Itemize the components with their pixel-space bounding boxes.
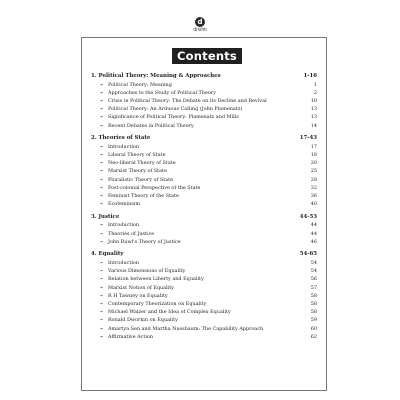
arrow-bullet-icon: ➻ (100, 230, 104, 236)
section-heading[interactable] (91, 250, 317, 259)
toc-entry-left (91, 151, 166, 159)
toc-entry-page: 28 (310, 176, 317, 183)
toc-entry-title: Neo-liberal Theory of State (108, 160, 176, 167)
arrow-bullet-icon: ➻ (100, 238, 104, 244)
toc-entry-page: 14 (310, 122, 317, 129)
arrow-bullet-icon: ➻ (100, 114, 104, 120)
toc-entry-left (91, 167, 167, 175)
toc-entry-page: 10 (310, 98, 317, 104)
toc-entry[interactable] (91, 275, 317, 283)
toc-entry[interactable] (91, 143, 317, 151)
toc-entry-title: Amartya Sen and Martha Nussbaum: The Capability Approach (108, 325, 264, 332)
toc-entry-left (91, 192, 179, 200)
toc-entry-title: Crisis in Political Theory: The Debate on its Decline and Revival (108, 98, 267, 104)
arrow-bullet-icon: ➻ (100, 152, 104, 157)
toc-entry[interactable] (91, 97, 317, 105)
toc-entry-title: Marxist Notion of Equality (108, 284, 174, 291)
arrow-bullet-icon: ➻ (100, 184, 104, 190)
toc-entry-title: Recent Debates in Political Theory (108, 122, 194, 129)
arrow-bullet-icon: ➻ (100, 122, 104, 128)
toc-entry-title: Approaches to the Study of Political Theory (108, 89, 216, 96)
toc-entry[interactable] (91, 238, 317, 246)
toc-entry[interactable] (91, 308, 317, 316)
toc-entry-left (91, 275, 204, 283)
section-page-range: 1-16 (303, 73, 317, 79)
arrow-bullet-icon: ➻ (100, 260, 104, 265)
logo-mark-icon: d (195, 17, 205, 27)
toc-entry-left (91, 238, 181, 246)
toc-section (91, 213, 317, 246)
toc-entry-title: Political Theory: Meaning (108, 81, 172, 88)
toc-section (91, 72, 317, 130)
toc-entry-page: 2 (313, 89, 317, 96)
toc-section (91, 134, 317, 208)
toc-section (91, 250, 317, 341)
arrow-bullet-icon: ➻ (100, 268, 104, 274)
toc-entry-page: 54 (310, 268, 317, 275)
toc-entry-left (91, 259, 139, 267)
toc-entry[interactable] (91, 300, 317, 308)
toc-entry-title: Relation between Liberty and Equality (108, 276, 204, 283)
toc-entry-title: Contemporary Theorization on Equality (108, 301, 207, 308)
toc-entry[interactable] (91, 159, 317, 167)
toc-entry-title: Theories of Justice (108, 230, 155, 237)
toc-entry[interactable] (91, 122, 317, 130)
section-page-range: 54-65 (299, 251, 317, 258)
toc-entry-title: Ecofeminism (108, 201, 141, 208)
toc-entry-page: 58 (310, 292, 317, 299)
arrow-bullet-icon: ➻ (100, 176, 104, 182)
toc-entry-page: 59 (310, 317, 317, 324)
toc-entry-left (91, 159, 176, 167)
toc-entry-left (91, 143, 139, 151)
toc-entry-left (91, 292, 168, 300)
toc-entry-page: 62 (310, 333, 317, 340)
arrow-bullet-icon: ➻ (100, 222, 104, 228)
toc-entry-left (91, 113, 239, 121)
toc-entry-title: Pluralistic Theory of State (108, 176, 174, 183)
arrow-bullet-icon: ➻ (100, 98, 104, 103)
arrow-bullet-icon: ➻ (100, 276, 104, 282)
toc-entry-left (91, 105, 242, 113)
toc-entry-title: Post-colonial Perspective of the State (108, 184, 201, 191)
toc-entry-title: Introduction (108, 143, 139, 150)
toc-entry[interactable] (91, 284, 317, 292)
toc-entry-page: 58 (310, 301, 317, 308)
drishti-logo (190, 17, 210, 33)
toc-entry-title: Feminist Theory of the State (108, 193, 179, 200)
section-heading[interactable] (91, 213, 317, 222)
arrow-bullet-icon: ➻ (100, 309, 104, 315)
toc-entry-page: 13 (310, 114, 317, 121)
toc-entry-left (91, 300, 206, 308)
toc-entry-page: 46 (310, 238, 317, 245)
arrow-bullet-icon: ➻ (100, 81, 104, 87)
toc-entry-left (91, 184, 200, 192)
arrow-bullet-icon: ➻ (100, 292, 104, 298)
logo-text: drishti (193, 27, 207, 33)
toc-entry[interactable] (91, 167, 317, 175)
section-heading-text: 1. Political Theory: Meaning & Approaches (91, 73, 221, 79)
toc-entry[interactable] (91, 81, 317, 89)
toc-entry-page: 58 (310, 309, 317, 316)
arrow-bullet-icon: ➻ (100, 317, 104, 323)
toc-entry[interactable] (91, 230, 317, 238)
toc-entry-page: 20 (310, 160, 317, 167)
toc-entry[interactable] (91, 192, 317, 200)
section-heading[interactable] (91, 134, 317, 143)
toc-entry[interactable] (91, 176, 317, 184)
toc-entry-page: 32 (310, 184, 317, 191)
toc-entry-title: Political Theory: An Arduous Calling (John Plamenatz) (108, 106, 243, 113)
toc-entry-page: 44 (310, 230, 317, 237)
arrow-bullet-icon: ➻ (100, 168, 104, 174)
contents-title: Contents (172, 48, 242, 64)
toc-entry[interactable] (91, 184, 317, 192)
toc-entry-left (91, 333, 153, 341)
contents-frame (81, 37, 327, 391)
toc-entry-title: Marxist Theory of State (108, 168, 167, 175)
arrow-bullet-icon: ➻ (100, 143, 104, 149)
toc-entry-left (91, 308, 231, 316)
arrow-bullet-icon: ➻ (100, 301, 104, 307)
toc-entry[interactable] (91, 267, 317, 275)
toc-entry-page: 44 (310, 222, 317, 229)
toc-entry-title: Introduction (108, 260, 139, 266)
toc-entry[interactable] (91, 325, 317, 333)
toc-entry[interactable] (91, 221, 317, 229)
toc-entry-page: 36 (310, 193, 317, 200)
toc-entry-title: Liberal Theory of State (108, 152, 166, 158)
toc-entry-left (91, 325, 263, 333)
toc-entry-left (91, 97, 267, 105)
section-heading-text: 3. Justice (91, 213, 120, 220)
toc-entry[interactable] (91, 113, 317, 121)
arrow-bullet-icon: ➻ (100, 333, 104, 339)
toc-entry[interactable] (91, 316, 317, 324)
toc-entry[interactable] (91, 200, 317, 208)
arrow-bullet-icon: ➻ (100, 89, 104, 95)
toc-entry-title: John Rawl's Theory of Justice (108, 238, 181, 245)
toc-entry-page: 17 (310, 143, 317, 150)
toc-entry-title: Various Dimensions of Equality (108, 268, 186, 275)
section-page-range: 44-53 (299, 213, 317, 220)
toc-entry[interactable] (91, 151, 317, 159)
section-heading-text: 4. Equality (91, 251, 124, 258)
toc-entry[interactable] (91, 105, 317, 113)
toc-entry-title: Introduction (108, 222, 139, 229)
arrow-bullet-icon: ➻ (100, 284, 104, 290)
table-of-contents (91, 72, 317, 345)
toc-entry-page: 18 (310, 152, 317, 158)
section-heading[interactable] (91, 72, 317, 81)
section-page-range: 17-43 (299, 135, 317, 142)
toc-entry-page: 57 (310, 284, 317, 291)
toc-entry-title: Affirmative Action (108, 333, 154, 340)
toc-entry-left (91, 200, 140, 208)
arrow-bullet-icon: ➻ (100, 325, 104, 331)
toc-entry-page: 60 (310, 325, 317, 332)
toc-entry-title: Ronald Dworkin on Equality (108, 317, 178, 324)
toc-entry-page: 1 (313, 81, 317, 88)
toc-entry-page: 25 (310, 168, 317, 175)
toc-entry[interactable] (91, 259, 317, 267)
toc-entry-page: 54 (310, 260, 317, 266)
toc-entry-page: 56 (310, 276, 317, 283)
toc-entry-title: Michael Walzer and the Idea of Complex Equality (108, 309, 231, 316)
toc-entry-page: 13 (310, 106, 317, 113)
toc-entry-left (91, 316, 178, 324)
toc-entry-left (91, 221, 139, 229)
toc-entry-title: Significance of Political Theory: Plamenatz and Mills (108, 114, 239, 121)
toc-entry-left (91, 267, 185, 275)
toc-entry[interactable] (91, 292, 317, 300)
toc-entry-left (91, 81, 172, 89)
toc-entry-left (91, 230, 154, 238)
toc-entry-left (91, 176, 173, 184)
section-heading-text: 2. Theories of State (91, 135, 151, 142)
toc-entry-left (91, 284, 174, 292)
arrow-bullet-icon: ➻ (100, 160, 104, 166)
toc-entry-left (91, 122, 194, 130)
toc-entry[interactable] (91, 333, 317, 341)
arrow-bullet-icon: ➻ (100, 106, 104, 112)
toc-entry-page: 40 (310, 201, 317, 208)
arrow-bullet-icon: ➻ (100, 201, 104, 207)
toc-entry[interactable] (91, 89, 317, 97)
toc-entry-left (91, 89, 216, 97)
arrow-bullet-icon: ➻ (100, 193, 104, 199)
toc-entry-title: R H Tawney on Equality (108, 292, 168, 299)
